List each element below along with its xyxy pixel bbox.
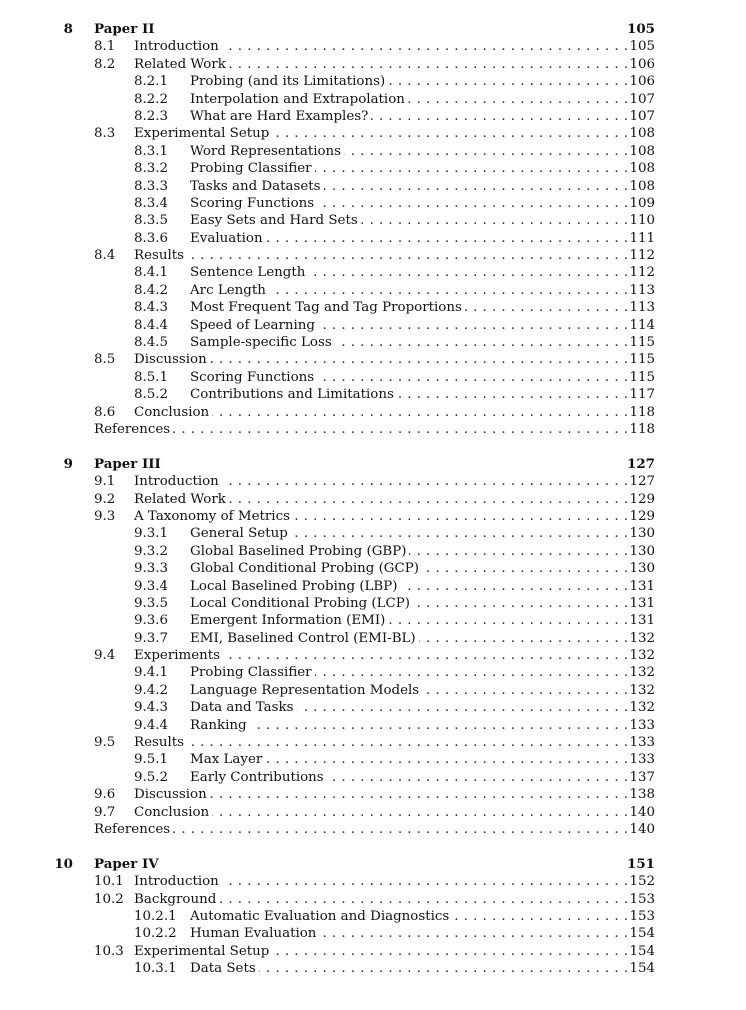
dot-leader: [94, 821, 628, 838]
entry-title[interactable]: Probing Classifier: [190, 160, 315, 177]
entry-title[interactable]: Introduction: [134, 873, 222, 890]
entry-title[interactable]: Sentence Length: [190, 264, 308, 281]
entry-title[interactable]: Related Work: [134, 56, 229, 73]
entry-number: 8.3.5: [134, 213, 169, 229]
entry-number: 8.4.3: [134, 300, 169, 316]
section-entry[interactable]: [0, 873, 746, 890]
entry-page: 127: [629, 474, 655, 490]
entry-title[interactable]: A Taxonomy of Metrics: [134, 508, 293, 525]
entry-title[interactable]: Evaluation: [190, 230, 266, 247]
entry-page: 132: [629, 700, 655, 716]
subsection-entry[interactable]: [0, 751, 746, 768]
entry-title[interactable]: References: [94, 421, 173, 438]
entry-page: 112: [629, 248, 655, 264]
entry-page: 130: [629, 526, 655, 542]
section-entry[interactable]: [0, 351, 746, 368]
subsection-entry[interactable]: [0, 560, 746, 577]
entry-number: 8.2.3: [134, 108, 169, 124]
entry-page: 113: [629, 282, 655, 298]
subsection-entry[interactable]: [0, 769, 746, 786]
entry-page: 132: [629, 630, 655, 646]
entry-page: 131: [629, 578, 655, 594]
chapter-title[interactable]: Paper II: [94, 21, 155, 37]
entry-title[interactable]: Speed of Learning: [190, 317, 318, 334]
entry-number: 8.2.2: [134, 91, 169, 107]
dot-leader: [134, 247, 628, 264]
entry-page: 152: [629, 874, 655, 890]
entry-page: 108: [629, 161, 655, 177]
section-entry[interactable]: [0, 491, 746, 508]
entry-number: 9.3.2: [134, 543, 169, 559]
entry-title[interactable]: Global Conditional Probing (GCP): [190, 560, 422, 577]
entry-title[interactable]: Local Conditional Probing (LCP): [190, 595, 413, 612]
entry-number: 9.3.7: [134, 630, 169, 646]
subsection-entry[interactable]: [0, 282, 746, 299]
subsection-entry[interactable]: [0, 108, 746, 125]
entry-page: 137: [629, 769, 655, 785]
entry-title[interactable]: Arc Length: [190, 282, 269, 299]
entry-title[interactable]: Probing (and its Limitations): [190, 73, 388, 90]
subsection-entry[interactable]: [0, 160, 746, 177]
entry-page: 154: [629, 926, 655, 942]
entry-title[interactable]: Emergent Information (EMI): [190, 612, 388, 629]
entry-page: 106: [629, 56, 655, 72]
chapter-page: 127: [627, 455, 655, 472]
entry-number: 8.2.1: [134, 74, 169, 90]
entry-number: 8.5: [94, 352, 116, 368]
entry-number: 9.3.5: [134, 595, 169, 611]
entry-title[interactable]: Ranking: [190, 717, 250, 734]
chapter-title[interactable]: Paper IV: [94, 855, 159, 872]
entry-number: 8.3.2: [134, 161, 169, 177]
entry-page: 133: [629, 735, 655, 751]
entry-page: 114: [629, 317, 655, 333]
entry-number: 8.4.4: [134, 317, 169, 333]
entry-number: 8.4.2: [134, 282, 169, 298]
entry-title[interactable]: Experimental Setup: [134, 125, 272, 142]
entry-number: 8.3: [94, 126, 116, 142]
subsection-entry[interactable]: [0, 178, 746, 195]
entry-title[interactable]: Experiments: [134, 647, 223, 664]
entry-title[interactable]: General Setup: [190, 525, 291, 542]
chapter-title[interactable]: Paper III: [94, 455, 161, 472]
entry-page: 117: [629, 387, 655, 403]
entry-number: 9.4.4: [134, 717, 169, 733]
entry-number: 9.7: [94, 804, 116, 820]
entry-page: 105: [629, 39, 655, 55]
entry-page: 138: [629, 787, 655, 803]
section-entry[interactable]: [0, 943, 746, 960]
entry-number: 9.3.3: [134, 561, 169, 577]
subsection-entry[interactable]: [0, 664, 746, 681]
chapter-number: 8: [63, 21, 73, 37]
entry-number: 9.3.1: [134, 526, 169, 542]
entry-number: 10.1: [94, 874, 124, 890]
section-entry[interactable]: [0, 38, 746, 55]
entry-page: 113: [629, 300, 655, 316]
entry-title[interactable]: Conclusion: [134, 804, 212, 821]
entry-title[interactable]: Probing Classifier: [190, 664, 315, 681]
entry-title[interactable]: Easy Sets and Hard Sets: [190, 212, 361, 229]
entry-page: 115: [629, 369, 655, 385]
entry-page: 132: [629, 648, 655, 664]
chapter-page: 105: [627, 21, 655, 37]
subsection-entry[interactable]: [0, 264, 746, 281]
entry-number: 9.6: [94, 787, 116, 803]
section-entry[interactable]: [0, 508, 746, 525]
entry-title[interactable]: What are Hard Examples?: [190, 108, 371, 125]
entry-number: 10.3.1: [134, 961, 177, 977]
entry-number: 8.2: [94, 56, 116, 72]
subsection-entry[interactable]: [0, 925, 746, 942]
section-entry[interactable]: [0, 734, 746, 751]
entry-page: 115: [629, 335, 655, 351]
section-entry[interactable]: [0, 804, 746, 821]
entry-title[interactable]: Introduction: [134, 38, 222, 55]
entry-title[interactable]: Experimental Setup: [134, 943, 272, 960]
entry-number: 9.4.3: [134, 700, 169, 716]
entry-title[interactable]: Global Baselined Probing (GBP): [190, 543, 409, 560]
subsection-entry[interactable]: [0, 212, 746, 229]
subsection-entry[interactable]: [0, 369, 746, 386]
entry-page: 118: [629, 421, 655, 437]
entry-page: 131: [629, 595, 655, 611]
entry-page: 115: [629, 352, 655, 368]
entry-page: 129: [629, 491, 655, 507]
subsection-entry[interactable]: [0, 578, 746, 595]
entry-number: 9.3: [94, 508, 116, 524]
entry-page: 129: [629, 508, 655, 524]
entry-number: 8.4.1: [134, 265, 169, 281]
dot-leader: [134, 734, 628, 751]
entry-title[interactable]: Discussion: [134, 786, 210, 803]
entry-title[interactable]: Contributions and Limitations: [190, 386, 397, 403]
dot-leader: [190, 717, 628, 734]
subsection-entry[interactable]: [0, 91, 746, 108]
subsection-entry[interactable]: [0, 525, 746, 542]
entry-title[interactable]: Human Evaluation: [190, 925, 319, 942]
entry-page: 130: [629, 543, 655, 559]
entry-number: 8.5.1: [134, 369, 169, 385]
section-entry[interactable]: [0, 247, 746, 264]
chapter-page: 151: [627, 855, 655, 872]
subsection-entry[interactable]: [0, 299, 746, 316]
entry-title[interactable]: Conclusion: [134, 404, 212, 421]
entry-title[interactable]: Scoring Functions: [190, 195, 317, 212]
entry-page: 133: [629, 752, 655, 768]
subsection-entry[interactable]: [0, 73, 746, 90]
entry-page: 140: [629, 821, 655, 837]
entry-page: 140: [629, 804, 655, 820]
subsection-entry[interactable]: [0, 612, 746, 629]
entry-number: 8.1: [94, 39, 116, 55]
references-entry[interactable]: [0, 421, 746, 438]
entry-title[interactable]: References: [94, 821, 173, 838]
entry-number: 9.3.4: [134, 578, 169, 594]
entry-title[interactable]: Results: [134, 734, 187, 751]
entry-number: 10.2.2: [134, 926, 177, 942]
subsection-entry[interactable]: [0, 543, 746, 560]
subsection-entry[interactable]: [0, 717, 746, 734]
entry-page: 109: [629, 195, 655, 211]
subsection-entry[interactable]: [0, 317, 746, 334]
entry-number: 9.4: [94, 648, 116, 664]
subsection-entry[interactable]: [0, 960, 746, 977]
section-entry[interactable]: [0, 56, 746, 73]
entry-title[interactable]: Introduction: [134, 473, 222, 490]
entry-number: 8.3.1: [134, 143, 169, 159]
entry-title[interactable]: Related Work: [134, 491, 229, 508]
entry-title[interactable]: Interpolation and Extrapolation: [190, 91, 408, 108]
entry-title[interactable]: Background: [134, 891, 219, 908]
entry-page: 154: [629, 943, 655, 959]
entry-number: 9.4.2: [134, 682, 169, 698]
section-entry[interactable]: [0, 473, 746, 490]
entry-number: 10.3: [94, 943, 124, 959]
entry-title[interactable]: Scoring Functions: [190, 369, 317, 386]
entry-title[interactable]: Sample-specific Loss: [190, 334, 335, 351]
chapter-number: 9: [63, 455, 73, 472]
section-entry[interactable]: [0, 786, 746, 803]
entry-page: 132: [629, 665, 655, 681]
entry-number: 9.5: [94, 735, 116, 751]
subsection-entry[interactable]: [0, 334, 746, 351]
entry-number: 8.4: [94, 248, 116, 264]
chapter-number: 10: [54, 855, 73, 872]
table-of-contents: [0, 21, 746, 977]
entry-number: 10.2.1: [134, 908, 177, 924]
entry-page: 153: [629, 908, 655, 924]
entry-title[interactable]: Language Representation Models: [190, 682, 422, 699]
entry-page: 111: [629, 230, 655, 246]
entry-page: 108: [629, 143, 655, 159]
entry-page: 107: [629, 91, 655, 107]
entry-page: 132: [629, 682, 655, 698]
entry-page: 108: [629, 126, 655, 142]
entry-title[interactable]: Automatic Evaluation and Diagnostics: [190, 908, 452, 925]
entry-title[interactable]: Most Frequent Tag and Tag Proportions: [190, 299, 465, 316]
entry-page: 153: [629, 891, 655, 907]
entry-page: 154: [629, 961, 655, 977]
chapter-heading[interactable]: [0, 21, 746, 38]
entry-page: 130: [629, 561, 655, 577]
chapter-gap: [0, 438, 746, 455]
entry-title[interactable]: EMI, Baselined Control (EMI-BL): [190, 630, 419, 647]
section-entry[interactable]: [0, 404, 746, 421]
subsection-entry[interactable]: [0, 230, 746, 247]
subsection-entry[interactable]: [0, 630, 746, 647]
entry-title[interactable]: Local Baselined Probing (LBP): [190, 578, 401, 595]
entry-title[interactable]: Data and Tasks: [190, 699, 297, 716]
entry-number: 9.4.1: [134, 665, 169, 681]
subsection-entry[interactable]: [0, 386, 746, 403]
entry-page: 112: [629, 265, 655, 281]
entry-title[interactable]: Max Layer: [190, 751, 265, 768]
chapter-heading[interactable]: [0, 856, 746, 873]
entry-page: 131: [629, 613, 655, 629]
entry-page: 133: [629, 717, 655, 733]
entry-page: 110: [629, 213, 655, 229]
entry-title[interactable]: Discussion: [134, 351, 210, 368]
entry-number: 9.2: [94, 491, 116, 507]
entry-title[interactable]: Data Sets: [190, 960, 259, 977]
entry-number: 8.3.3: [134, 178, 169, 194]
chapter-heading[interactable]: [0, 456, 746, 473]
entry-number: 10.2: [94, 891, 124, 907]
entry-page: 108: [629, 178, 655, 194]
entry-number: 8.3.6: [134, 230, 169, 246]
subsection-entry[interactable]: [0, 908, 746, 925]
section-entry[interactable]: [0, 125, 746, 142]
entry-number: 8.4.5: [134, 335, 169, 351]
entry-number: 8.3.4: [134, 195, 169, 211]
entry-number: 9.5.1: [134, 752, 169, 768]
entry-page: 118: [629, 404, 655, 420]
entry-title[interactable]: Tasks and Datasets: [190, 178, 324, 195]
chapter-gap: [0, 838, 746, 855]
entry-number: 8.5.2: [134, 387, 169, 403]
entry-number: 9.3.6: [134, 613, 169, 629]
entry-number: 8.6: [94, 404, 116, 420]
entry-title[interactable]: Early Contributions: [190, 769, 327, 786]
entry-title[interactable]: Word Representations: [190, 143, 344, 160]
entry-page: 106: [629, 74, 655, 90]
entry-page: 107: [629, 108, 655, 124]
dot-leader: [94, 421, 628, 438]
subsection-entry[interactable]: [0, 682, 746, 699]
entry-number: 9.1: [94, 474, 116, 490]
references-entry[interactable]: [0, 821, 746, 838]
subsection-entry[interactable]: [0, 595, 746, 612]
entry-title[interactable]: Results: [134, 247, 187, 264]
section-entry[interactable]: [0, 647, 746, 664]
subsection-entry[interactable]: [0, 699, 746, 716]
entry-number: 9.5.2: [134, 769, 169, 785]
section-entry[interactable]: [0, 891, 746, 908]
subsection-entry[interactable]: [0, 195, 746, 212]
subsection-entry[interactable]: [0, 143, 746, 160]
